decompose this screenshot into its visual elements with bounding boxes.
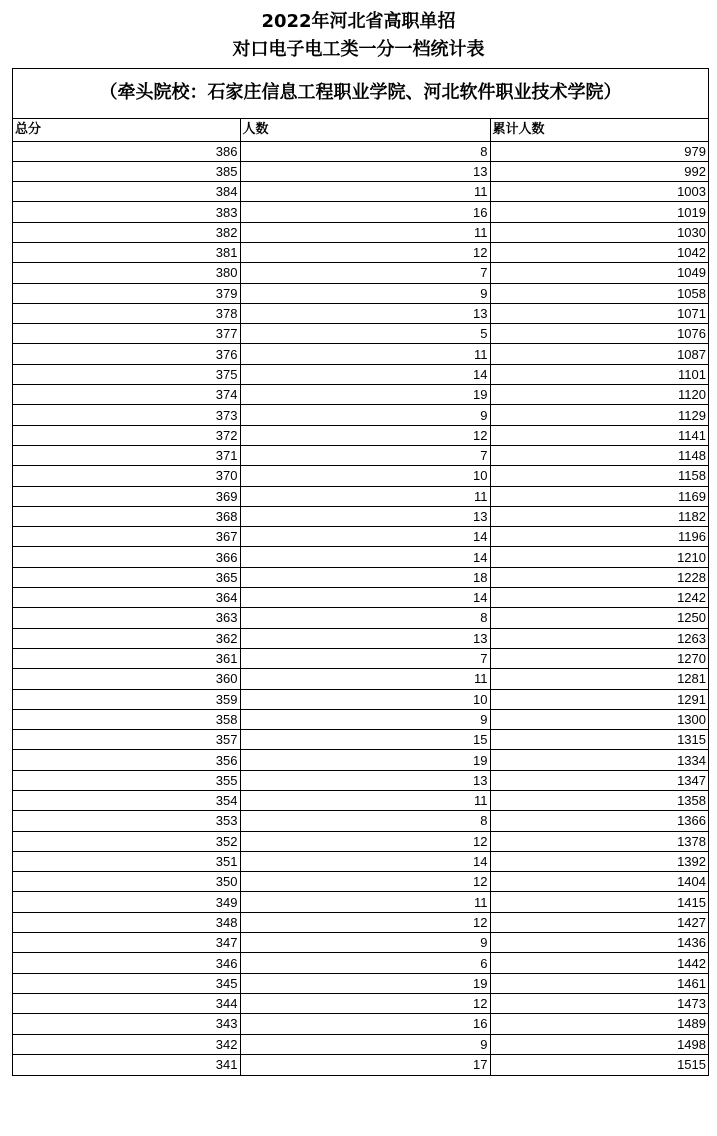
cell-cumulative: 1049 bbox=[490, 263, 708, 283]
cell-total-score: 342 bbox=[13, 1034, 240, 1054]
cell-total-score: 349 bbox=[13, 892, 240, 912]
cell-count: 14 bbox=[240, 588, 490, 608]
document-title bbox=[0, 0, 717, 68]
cell-cumulative: 1019 bbox=[490, 202, 708, 222]
cell-cumulative: 1473 bbox=[490, 993, 708, 1013]
cell-count: 15 bbox=[240, 730, 490, 750]
cell-total-score: 341 bbox=[13, 1054, 240, 1074]
table-row bbox=[13, 303, 708, 323]
cell-cumulative: 1315 bbox=[490, 730, 708, 750]
cell-count: 6 bbox=[240, 953, 490, 973]
cell-count: 7 bbox=[240, 648, 490, 668]
cell-count: 13 bbox=[240, 628, 490, 648]
table-header bbox=[13, 119, 708, 141]
cell-cumulative: 1058 bbox=[490, 283, 708, 303]
cell-count: 13 bbox=[240, 770, 490, 790]
cell-cumulative: 1291 bbox=[490, 689, 708, 709]
table-row bbox=[13, 202, 708, 222]
table-row bbox=[13, 141, 708, 161]
cell-total-score: 374 bbox=[13, 385, 240, 405]
column-header-total-score: 总分 bbox=[13, 119, 240, 141]
cell-cumulative: 1158 bbox=[490, 466, 708, 486]
cell-total-score: 357 bbox=[13, 730, 240, 750]
cell-cumulative: 1003 bbox=[490, 182, 708, 202]
cell-cumulative: 1148 bbox=[490, 445, 708, 465]
cell-cumulative: 1087 bbox=[490, 344, 708, 364]
cell-total-score: 346 bbox=[13, 953, 240, 973]
cell-total-score: 344 bbox=[13, 993, 240, 1013]
cell-total-score: 345 bbox=[13, 973, 240, 993]
cell-count: 10 bbox=[240, 689, 490, 709]
cell-total-score: 364 bbox=[13, 588, 240, 608]
cell-count: 11 bbox=[240, 182, 490, 202]
cell-total-score: 361 bbox=[13, 648, 240, 668]
cell-count: 7 bbox=[240, 445, 490, 465]
cell-count: 12 bbox=[240, 912, 490, 932]
cell-count: 17 bbox=[240, 1054, 490, 1074]
cell-total-score: 376 bbox=[13, 344, 240, 364]
column-header-count: 人数 bbox=[240, 119, 490, 141]
table-row bbox=[13, 973, 708, 993]
cell-count: 12 bbox=[240, 993, 490, 1013]
cell-cumulative: 1436 bbox=[490, 933, 708, 953]
cell-cumulative: 1196 bbox=[490, 527, 708, 547]
cell-cumulative: 1120 bbox=[490, 385, 708, 405]
table-row bbox=[13, 851, 708, 871]
table-row bbox=[13, 222, 708, 242]
table-row bbox=[13, 628, 708, 648]
cell-count: 11 bbox=[240, 222, 490, 242]
cell-total-score: 352 bbox=[13, 831, 240, 851]
table-row bbox=[13, 567, 708, 587]
cell-count: 9 bbox=[240, 933, 490, 953]
cell-cumulative: 1281 bbox=[490, 669, 708, 689]
cell-total-score: 343 bbox=[13, 1014, 240, 1034]
cell-count: 12 bbox=[240, 831, 490, 851]
cell-total-score: 355 bbox=[13, 770, 240, 790]
cell-cumulative: 1498 bbox=[490, 1034, 708, 1054]
table-row bbox=[13, 831, 708, 851]
cell-cumulative: 1071 bbox=[490, 303, 708, 323]
table-row bbox=[13, 1034, 708, 1054]
cell-count: 16 bbox=[240, 1014, 490, 1034]
cell-total-score: 360 bbox=[13, 669, 240, 689]
cell-cumulative: 1182 bbox=[490, 506, 708, 526]
cell-total-score: 366 bbox=[13, 547, 240, 567]
cell-cumulative: 1141 bbox=[490, 425, 708, 445]
cell-count: 11 bbox=[240, 791, 490, 811]
table-row bbox=[13, 791, 708, 811]
cell-count: 9 bbox=[240, 283, 490, 303]
cell-cumulative: 1228 bbox=[490, 567, 708, 587]
table-row bbox=[13, 364, 708, 384]
cell-total-score: 363 bbox=[13, 608, 240, 628]
cell-total-score: 386 bbox=[13, 141, 240, 161]
cell-count: 14 bbox=[240, 364, 490, 384]
cell-total-score: 351 bbox=[13, 851, 240, 871]
cell-count: 11 bbox=[240, 669, 490, 689]
cell-count: 8 bbox=[240, 811, 490, 831]
cell-total-score: 372 bbox=[13, 425, 240, 445]
cell-count: 10 bbox=[240, 466, 490, 486]
cell-total-score: 377 bbox=[13, 324, 240, 344]
table-row bbox=[13, 547, 708, 567]
cell-cumulative: 1442 bbox=[490, 953, 708, 973]
cell-total-score: 356 bbox=[13, 750, 240, 770]
table-row bbox=[13, 425, 708, 445]
cell-total-score: 385 bbox=[13, 161, 240, 181]
cell-total-score: 379 bbox=[13, 283, 240, 303]
cell-cumulative: 1427 bbox=[490, 912, 708, 932]
table-row bbox=[13, 242, 708, 262]
table-row bbox=[13, 872, 708, 892]
table-row bbox=[13, 1014, 708, 1034]
table-row bbox=[13, 709, 708, 729]
table-row bbox=[13, 344, 708, 364]
cell-total-score: 350 bbox=[13, 872, 240, 892]
cell-cumulative: 1129 bbox=[490, 405, 708, 425]
cell-count: 12 bbox=[240, 242, 490, 262]
cell-total-score: 378 bbox=[13, 303, 240, 323]
cell-count: 9 bbox=[240, 709, 490, 729]
cell-cumulative: 1242 bbox=[490, 588, 708, 608]
cell-cumulative: 1334 bbox=[490, 750, 708, 770]
cell-count: 19 bbox=[240, 973, 490, 993]
cell-count: 13 bbox=[240, 506, 490, 526]
table-row bbox=[13, 588, 708, 608]
cell-cumulative: 992 bbox=[490, 161, 708, 181]
table-row bbox=[13, 527, 708, 547]
table-row bbox=[13, 385, 708, 405]
cell-count: 9 bbox=[240, 1034, 490, 1054]
cell-total-score: 373 bbox=[13, 405, 240, 425]
cell-total-score: 384 bbox=[13, 182, 240, 202]
table-row bbox=[13, 953, 708, 973]
cell-cumulative: 1404 bbox=[490, 872, 708, 892]
cell-cumulative: 1461 bbox=[490, 973, 708, 993]
cell-cumulative: 1042 bbox=[490, 242, 708, 262]
cell-count: 11 bbox=[240, 344, 490, 364]
cell-count: 8 bbox=[240, 608, 490, 628]
cell-total-score: 354 bbox=[13, 791, 240, 811]
cell-cumulative: 1378 bbox=[490, 831, 708, 851]
cell-cumulative: 1358 bbox=[490, 791, 708, 811]
table-row bbox=[13, 263, 708, 283]
cell-total-score: 348 bbox=[13, 912, 240, 932]
cell-count: 12 bbox=[240, 425, 490, 445]
table-row bbox=[13, 933, 708, 953]
cell-count: 18 bbox=[240, 567, 490, 587]
cell-count: 16 bbox=[240, 202, 490, 222]
table-row bbox=[13, 445, 708, 465]
cell-cumulative: 1169 bbox=[490, 486, 708, 506]
cell-count: 11 bbox=[240, 892, 490, 912]
cell-count: 9 bbox=[240, 405, 490, 425]
cell-count: 19 bbox=[240, 385, 490, 405]
cell-total-score: 347 bbox=[13, 933, 240, 953]
score-table-sheet bbox=[12, 68, 709, 1076]
cell-total-score: 382 bbox=[13, 222, 240, 242]
table-row bbox=[13, 1054, 708, 1074]
cell-cumulative: 1210 bbox=[490, 547, 708, 567]
cell-count: 7 bbox=[240, 263, 490, 283]
cell-count: 13 bbox=[240, 303, 490, 323]
table-row bbox=[13, 750, 708, 770]
cell-total-score: 369 bbox=[13, 486, 240, 506]
table-row bbox=[13, 892, 708, 912]
table-row bbox=[13, 182, 708, 202]
cell-cumulative: 1270 bbox=[490, 648, 708, 668]
cell-cumulative: 1515 bbox=[490, 1054, 708, 1074]
cell-cumulative: 1392 bbox=[490, 851, 708, 871]
cell-total-score: 365 bbox=[13, 567, 240, 587]
table-body bbox=[13, 141, 708, 1075]
table-row bbox=[13, 324, 708, 344]
cell-cumulative: 1030 bbox=[490, 222, 708, 242]
table-row bbox=[13, 669, 708, 689]
table-row bbox=[13, 811, 708, 831]
cell-total-score: 381 bbox=[13, 242, 240, 262]
table-row bbox=[13, 770, 708, 790]
cell-total-score: 383 bbox=[13, 202, 240, 222]
cell-cumulative: 1076 bbox=[490, 324, 708, 344]
cell-cumulative: 1347 bbox=[490, 770, 708, 790]
cell-total-score: 380 bbox=[13, 263, 240, 283]
table-row bbox=[13, 912, 708, 932]
column-header-cumulative: 累计人数 bbox=[490, 119, 708, 141]
table-row bbox=[13, 730, 708, 750]
cell-count: 14 bbox=[240, 527, 490, 547]
cell-count: 14 bbox=[240, 851, 490, 871]
header-row bbox=[13, 119, 708, 141]
table-row bbox=[13, 405, 708, 425]
table-row bbox=[13, 608, 708, 628]
table-row bbox=[13, 283, 708, 303]
cell-total-score: 375 bbox=[13, 364, 240, 384]
cell-total-score: 370 bbox=[13, 466, 240, 486]
lead-institutions-subtitle: （牵头院校：石家庄信息工程职业学院、河北软件职业技术学院） bbox=[13, 69, 708, 119]
cell-total-score: 367 bbox=[13, 527, 240, 547]
cell-cumulative: 1101 bbox=[490, 364, 708, 384]
cell-count: 12 bbox=[240, 872, 490, 892]
table-row bbox=[13, 993, 708, 1013]
cell-cumulative: 1300 bbox=[490, 709, 708, 729]
table-row bbox=[13, 161, 708, 181]
table-row bbox=[13, 648, 708, 668]
cell-count: 13 bbox=[240, 161, 490, 181]
score-distribution-table bbox=[13, 119, 708, 1075]
title-line-1: 2022年河北省高职单招 bbox=[261, 11, 456, 32]
cell-count: 14 bbox=[240, 547, 490, 567]
cell-count: 19 bbox=[240, 750, 490, 770]
cell-cumulative: 979 bbox=[490, 141, 708, 161]
cell-total-score: 371 bbox=[13, 445, 240, 465]
title-line-2: 对口电子电工类一分一档统计表 bbox=[232, 39, 485, 60]
cell-count: 5 bbox=[240, 324, 490, 344]
cell-cumulative: 1366 bbox=[490, 811, 708, 831]
cell-total-score: 368 bbox=[13, 506, 240, 526]
table-row bbox=[13, 466, 708, 486]
cell-total-score: 353 bbox=[13, 811, 240, 831]
table-row bbox=[13, 486, 708, 506]
cell-total-score: 359 bbox=[13, 689, 240, 709]
cell-cumulative: 1250 bbox=[490, 608, 708, 628]
table-row bbox=[13, 689, 708, 709]
cell-total-score: 362 bbox=[13, 628, 240, 648]
cell-total-score: 358 bbox=[13, 709, 240, 729]
table-row bbox=[13, 506, 708, 526]
cell-cumulative: 1415 bbox=[490, 892, 708, 912]
cell-cumulative: 1489 bbox=[490, 1014, 708, 1034]
cell-count: 11 bbox=[240, 486, 490, 506]
cell-count: 8 bbox=[240, 141, 490, 161]
cell-cumulative: 1263 bbox=[490, 628, 708, 648]
